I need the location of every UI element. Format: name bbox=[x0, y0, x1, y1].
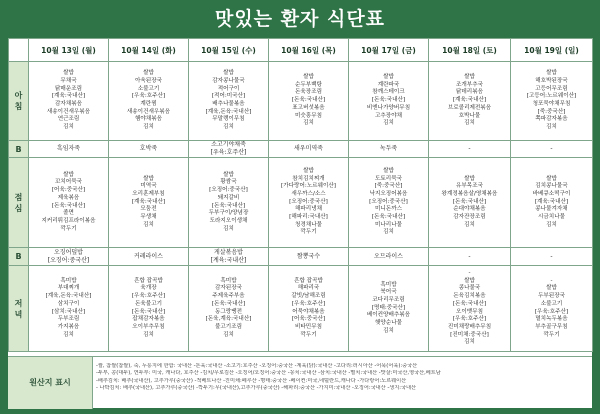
menu-item: 쌀밥 bbox=[303, 167, 314, 174]
menu-item: 졸면 bbox=[63, 210, 74, 217]
menu-item: 녹두죽 bbox=[379, 145, 398, 153]
day-header: 10월 14일 (화) bbox=[109, 39, 189, 62]
menu-item: [오징어:중국산] bbox=[209, 187, 248, 194]
menu-item: [돈육:국내산] bbox=[51, 202, 86, 209]
menu-cell bbox=[429, 266, 511, 352]
snack-cell bbox=[189, 248, 269, 266]
menu-cell bbox=[269, 266, 349, 352]
snack-cell bbox=[109, 141, 189, 158]
menu-item: 쌀밥 bbox=[383, 74, 394, 81]
menu-item: 순대야채볶음 bbox=[453, 206, 486, 213]
menu-item: - bbox=[468, 145, 471, 153]
menu-item: 게살볶음밥 bbox=[214, 248, 243, 256]
menu-item: [어육:중국산] bbox=[291, 316, 326, 323]
menu-item: 왕계정볶음살/영채볶음 bbox=[441, 190, 498, 197]
menu-item: [가다랑어:노르웨이산] bbox=[281, 183, 336, 190]
menu-item: 김치 bbox=[464, 221, 475, 228]
menu-item: 쌀밥 bbox=[546, 175, 557, 182]
menu-item: 육개장 bbox=[140, 285, 157, 292]
menu-item: 어묵야채볶음 bbox=[292, 308, 325, 315]
menu-item: [우육:호주산] bbox=[210, 149, 247, 156]
origin-text bbox=[96, 363, 588, 393]
menu-item: [우육:호주산] bbox=[131, 93, 166, 100]
menu-item: [오징어:중국산] bbox=[369, 198, 408, 205]
snack-cell bbox=[29, 141, 109, 158]
menu-item: 김치 bbox=[546, 221, 557, 228]
menu-item: 쌀밥 bbox=[464, 277, 475, 284]
menu-item: 두부된장국 bbox=[537, 293, 566, 300]
menu-cell bbox=[29, 158, 109, 248]
menu-item: [오징어:중국산] bbox=[47, 256, 90, 264]
menu-item: [돈육:국내산] bbox=[452, 198, 487, 205]
meal-label-snack: B bbox=[9, 141, 29, 158]
menu-item: 참깨스테이크 bbox=[372, 89, 405, 96]
menu-item: 미니돈까스 bbox=[374, 206, 403, 213]
menu-item: 고추장야채 bbox=[374, 112, 403, 119]
menu-item: 흑임자죽 bbox=[56, 145, 81, 153]
menu-cell bbox=[349, 266, 429, 352]
menu-item: 돼지갈비 bbox=[217, 194, 240, 201]
menu-item: 쌀밥 bbox=[143, 70, 154, 77]
menu-item: 김치 bbox=[383, 229, 394, 236]
menu-item: [우육:호주산] bbox=[534, 308, 569, 315]
menu-cell bbox=[511, 266, 593, 352]
menu-item: 부대찌개 bbox=[57, 285, 80, 292]
menu-item: 쌀밥 bbox=[303, 74, 314, 81]
menu-cell bbox=[109, 62, 189, 141]
menu-item: 진미채랑배추무침 bbox=[447, 323, 492, 330]
menu-item: [진미채:중국산] bbox=[450, 331, 489, 338]
menu-item: 해파리냉채 bbox=[294, 206, 323, 213]
menu-item: 갈빗/남해조림 bbox=[291, 293, 326, 300]
menu-item: 연근조림 bbox=[57, 116, 80, 123]
menu-item: 코다리무조림 bbox=[372, 296, 405, 303]
menu-item: 꼬치어묵국 bbox=[54, 179, 83, 186]
menu-cell bbox=[189, 62, 269, 141]
menu-item: 브로콜리제전볶음 bbox=[447, 104, 492, 111]
menu-cell bbox=[349, 62, 429, 141]
snack-cell bbox=[429, 248, 511, 266]
menu-item: 김치 bbox=[143, 221, 154, 228]
menu-item: 주제육주부음 bbox=[212, 293, 245, 300]
meal-label-dinner: 저 녁 bbox=[9, 266, 29, 352]
menu-item: 새송이건새우볶음 bbox=[126, 108, 171, 115]
menu-item: 감자채볶음 bbox=[54, 101, 83, 107]
menu-item: 부추골구무침 bbox=[535, 323, 568, 330]
menu-item: 쌀밥 bbox=[464, 74, 475, 81]
menu-item: 쌀밥 bbox=[63, 171, 74, 178]
menu-item: 깍두기 bbox=[300, 229, 317, 236]
menu-item: 유부목조국 bbox=[455, 183, 484, 190]
menu-item: 제육볶음 bbox=[57, 194, 80, 201]
snack-cell bbox=[189, 141, 269, 158]
origin-line: - 나박김치: 배추(국내산), 고추가루(중국산) -깍두기:무(국내산),고추가루(중국산) -해파리:중국산 -가지미:국내산 -오징어:국내산 -생지:국내산 bbox=[96, 385, 416, 392]
menu-item: 청포묵야채무침 bbox=[532, 101, 571, 107]
menu-item: 콩나물겨자채 bbox=[535, 206, 568, 213]
menu-item: 소불고기 bbox=[540, 300, 563, 307]
menu-sheet bbox=[8, 38, 592, 408]
menu-item: 오이부추무침 bbox=[132, 323, 165, 330]
menu-item: 짬뽕국수 bbox=[296, 252, 321, 260]
menu-cell bbox=[349, 158, 429, 248]
menu-item: [돈육:국내산] bbox=[452, 300, 487, 307]
menu-item: [돈육:국내산] bbox=[371, 97, 406, 104]
menu-item: 닭데리볶음 bbox=[455, 89, 484, 96]
day-header: 10월 15일 (수) bbox=[189, 39, 269, 62]
lunch-row bbox=[9, 158, 593, 248]
menu-item: [계육:국내산] bbox=[51, 93, 86, 100]
menu-item: 쌀밥 bbox=[464, 175, 475, 182]
menu-item: [계육:국내산] bbox=[131, 198, 166, 205]
menu-item: 새우까스/소스 bbox=[291, 190, 326, 197]
menu-item: 깍두기 bbox=[543, 331, 560, 338]
page-title: 맛있는 환자 식단표 bbox=[214, 8, 386, 30]
menu-item: [적어:미국산] bbox=[211, 93, 246, 100]
snack-cell bbox=[349, 248, 429, 266]
menu-cell bbox=[189, 158, 269, 248]
menu-item: 배추나물볶음 bbox=[212, 101, 245, 107]
menu-item: 흑미밥 bbox=[60, 277, 77, 284]
menu-item: 김치 bbox=[383, 327, 394, 334]
menu-item: 흑미밥 bbox=[220, 277, 237, 284]
menu-item: [돈육:국내산] bbox=[371, 214, 406, 221]
menu-item: 오이뱃무침 bbox=[455, 308, 484, 315]
snack-cell bbox=[511, 248, 593, 266]
snack-cell bbox=[349, 141, 429, 158]
menu-item: 쌀밥 bbox=[546, 285, 557, 292]
menu-item: 돈육불고기 bbox=[134, 300, 163, 307]
snack-row-afternoon bbox=[9, 248, 593, 266]
menu-item: 바베큐소떡구이 bbox=[532, 190, 571, 197]
menu-item: [어육:중국산] bbox=[51, 187, 86, 194]
menu-item: [우육:호주산] bbox=[452, 316, 487, 323]
day-header: 10월 17일 (금) bbox=[349, 39, 429, 62]
menu-item: [명태:중국산] bbox=[371, 304, 406, 311]
meal-label-snack: B bbox=[9, 248, 29, 266]
menu-item: 김치 bbox=[223, 225, 234, 232]
menu-item: 미나리나물 bbox=[374, 221, 403, 228]
menu-item: 미숫흥무침 bbox=[294, 112, 323, 119]
origin-line: -배추김치: 배추(국내산), 고추가루(중국산) -적베트나산 -진미채:페루산 -명태:중국산 -베이컨:미국,네덜란드,캐나다 -가다랑어:노르웨이산 bbox=[96, 377, 407, 384]
menu-item: - bbox=[550, 252, 553, 260]
menu-item: [계육:국내산] bbox=[534, 198, 569, 205]
menu-item: 쪽파감자볶음 bbox=[535, 116, 568, 123]
day-header: 10월 16일 (목) bbox=[269, 39, 349, 62]
menu-item: 감자잔장조림 bbox=[453, 214, 486, 221]
menu-item: 미역국 bbox=[140, 183, 157, 190]
menu-item: 김치 bbox=[143, 124, 154, 131]
menu-item: [돈육:국내산] bbox=[211, 300, 246, 307]
menu-item: 도토리묵국 bbox=[374, 175, 403, 182]
day-header: 10월 19일 (일) bbox=[511, 39, 593, 62]
menu-item: [오징어:중국산] bbox=[289, 198, 328, 205]
corner-cell bbox=[9, 39, 29, 62]
header-row bbox=[9, 39, 593, 62]
day-header: 10월 13일 (월) bbox=[29, 39, 109, 62]
menu-item: 낙지오징어볶음 bbox=[369, 190, 408, 197]
menu-item: 해파리국 bbox=[297, 285, 320, 292]
menu-item: 쌀밥 bbox=[223, 171, 234, 178]
menu-item: 표고버섯볶음 bbox=[292, 104, 325, 111]
menu-table bbox=[8, 38, 593, 352]
menu-item: [계육,돈육:국내산] bbox=[205, 108, 252, 115]
menu-item: [고등어:노르웨이산] bbox=[526, 93, 577, 100]
meal-label-breakfast: 아 침 bbox=[9, 62, 29, 141]
snack-cell bbox=[269, 141, 349, 158]
menu-item: - bbox=[550, 277, 553, 284]
menu-item: [삼치:국내산] bbox=[51, 308, 86, 315]
menu-item: 가지볶음 bbox=[57, 323, 80, 330]
menu-item: 쌀밥 bbox=[63, 70, 74, 77]
dinner-row bbox=[9, 266, 593, 352]
menu-item: 해호박된장국 bbox=[535, 77, 568, 84]
breakfast-row bbox=[9, 62, 593, 141]
menu-item: 아욱된장국 bbox=[134, 77, 163, 84]
menu-item: 김치 bbox=[546, 124, 557, 131]
menu-item: 오리훈제부침 bbox=[132, 190, 165, 197]
menu-item: 모둠전 bbox=[140, 206, 157, 213]
menu-cell bbox=[189, 266, 269, 352]
menu-item: 시금치나물 bbox=[537, 214, 566, 221]
menu-item: 깍두기 bbox=[60, 225, 77, 232]
menu-item: 김치 bbox=[303, 120, 314, 127]
menu-cell bbox=[109, 158, 189, 248]
menu-item: 순두부백탕 bbox=[294, 81, 323, 88]
menu-item: [계육:국내산] bbox=[210, 256, 247, 264]
menu-item: 베이컨양배추볶음 bbox=[366, 312, 411, 319]
menu-item: 감자된장국 bbox=[214, 285, 243, 292]
menu-item: 호박나물 bbox=[458, 112, 481, 119]
menu-item: 김치콩나물국 bbox=[535, 183, 568, 190]
origin-line: -두부, 콩(대두), 연두부: 미국, 캐나다, 호주산 -김치/우로김산 -오징어/오징어:중국산 -꽁치:국내산 -삼치:국내산 -멸치:국내산 -맛살:미국산,영국산,베트남 bbox=[96, 370, 441, 377]
menu-item: 소불고기 bbox=[137, 85, 160, 92]
menu-item: 흔합 잡곡밥 bbox=[294, 277, 323, 284]
menu-item: 호박죽 bbox=[139, 145, 158, 153]
menu-cell bbox=[429, 158, 511, 248]
menu-item: 계란파국 bbox=[377, 81, 400, 88]
menu-item: 김치 bbox=[63, 331, 74, 338]
menu-item: 쌀밥 bbox=[223, 70, 234, 77]
menu-cell bbox=[29, 62, 109, 141]
menu-item: [해파리:국내산] bbox=[289, 214, 328, 221]
menu-item: 비엔나가양버무침 bbox=[366, 104, 411, 111]
snack-cell bbox=[29, 248, 109, 266]
menu-item: 오므라이스 bbox=[374, 252, 403, 260]
menu-item: 청경채나물 bbox=[294, 221, 323, 228]
day-header: 10월 18일 (토) bbox=[429, 39, 511, 62]
menu-item: - bbox=[550, 145, 553, 153]
menu-item: 김치 bbox=[223, 331, 234, 338]
menu-item: [계육,돈육:국내산] bbox=[45, 293, 92, 300]
snack-cell bbox=[429, 141, 511, 158]
origin-line: -쌀, 참쌀(찹쌀), 죽, 누룽지에 한함: 국내산 -돈육:국내산 -소고기:호주산 -오징어:중국산 -계육(닭):국내산 -고다리:러시아산 -어묵(어육):중국산 bbox=[96, 363, 418, 369]
menu-item: 두부조림 bbox=[57, 316, 80, 323]
menu-item: 조개부추국 bbox=[455, 81, 484, 88]
menu-item: 새우미역죽 bbox=[294, 145, 323, 153]
menu-item: [돈육:국내산] bbox=[211, 202, 246, 209]
menu-cell bbox=[511, 158, 593, 248]
menu-cell bbox=[29, 266, 109, 352]
menu-item: 김치 bbox=[143, 331, 154, 338]
menu-cell bbox=[269, 158, 349, 248]
menu-item: 불고기조림 bbox=[214, 323, 243, 330]
menu-item: 콩나물국 bbox=[458, 285, 481, 292]
menu-item: 무채국 bbox=[60, 77, 77, 84]
menu-item: 김치 bbox=[464, 339, 475, 346]
menu-item: 고등어무조림 bbox=[535, 85, 568, 92]
menu-item: 적어구이 bbox=[217, 85, 240, 92]
menu-item: 돈육김치볶음 bbox=[453, 293, 486, 300]
menu-item: 지커리튀김프라이볶음 bbox=[41, 217, 96, 224]
menu-item: 무말랭이무침 bbox=[212, 116, 245, 123]
menu-item: 햄야채볶음 bbox=[134, 116, 163, 123]
menu-item: 소고기야채죽 bbox=[211, 141, 246, 149]
menu-item: 황쌈국 bbox=[220, 179, 237, 186]
menu-cell bbox=[429, 62, 511, 141]
menu-item: [죽:중국산] bbox=[537, 108, 566, 115]
menu-item: [돈육:국내산] bbox=[291, 97, 326, 104]
menu-cell bbox=[269, 62, 349, 141]
meal-label-lunch: 점 심 bbox=[9, 158, 29, 248]
menu-item: 감자콩나물국 bbox=[212, 77, 245, 84]
menu-item: 삼치구이 bbox=[57, 300, 80, 307]
menu-item: 쌀밥 bbox=[383, 167, 394, 174]
menu-item: 김치 bbox=[464, 120, 475, 127]
menu-cell bbox=[511, 62, 593, 141]
menu-item: 동그랑땡전 bbox=[214, 308, 243, 315]
menu-item: 북어국 bbox=[380, 289, 397, 296]
menu-item: [우육:호주산] bbox=[291, 300, 326, 307]
snack-cell bbox=[109, 248, 189, 266]
snack-row-morning bbox=[9, 141, 593, 158]
menu-item: [죽:중국산] bbox=[374, 183, 403, 190]
menu-item: 김치 bbox=[223, 124, 234, 131]
menu-item: 참치김치찌개 bbox=[292, 175, 325, 182]
menu-item: 커레라이스 bbox=[134, 252, 163, 260]
menu-item: 김치 bbox=[63, 124, 74, 131]
menu-item: 닭매운조림 bbox=[54, 85, 83, 92]
menu-item: - bbox=[468, 252, 471, 260]
menu-item: - bbox=[468, 269, 471, 276]
menu-item: 쌀밥 bbox=[143, 175, 154, 182]
snack-cell bbox=[511, 141, 593, 158]
menu-item: 멸치녹두볶음 bbox=[535, 316, 568, 323]
menu-item: 새송이건새우볶음 bbox=[46, 108, 91, 115]
snack-cell bbox=[269, 248, 349, 266]
menu-item: 두부구이/양념장 bbox=[208, 210, 249, 217]
menu-item: 쌀밥 bbox=[546, 70, 557, 77]
menu-item: 오징어덮밥 bbox=[54, 248, 83, 256]
menu-item: [돈육,계육:국내산] bbox=[205, 316, 252, 323]
menu-item: 깍두기 bbox=[300, 331, 317, 338]
menu-cell bbox=[109, 266, 189, 352]
menu-item: 계란찜 bbox=[140, 101, 157, 107]
origin-label: 원산지 표시 bbox=[8, 357, 93, 409]
origin-section bbox=[8, 356, 592, 409]
menu-item: 흑미밥 bbox=[380, 281, 397, 288]
menu-item: 비타민무침 bbox=[294, 323, 323, 330]
menu-item: [계육:국내산] bbox=[452, 97, 487, 104]
menu-item: 돈육장조림 bbox=[294, 89, 323, 96]
menu-item: 흔합 잡곡밥 bbox=[134, 277, 163, 284]
menu-item: 김치 bbox=[383, 120, 394, 127]
menu-item: 무생채 bbox=[140, 214, 157, 221]
menu-item: [우육:호주산] bbox=[131, 293, 166, 300]
menu-item: 잡채감자볶음 bbox=[132, 316, 165, 323]
menu-item: [돈육:국내산] bbox=[131, 308, 166, 315]
menu-item: 햇양순나물 bbox=[374, 320, 403, 327]
menu-item: 도라지오이생채 bbox=[209, 217, 248, 224]
